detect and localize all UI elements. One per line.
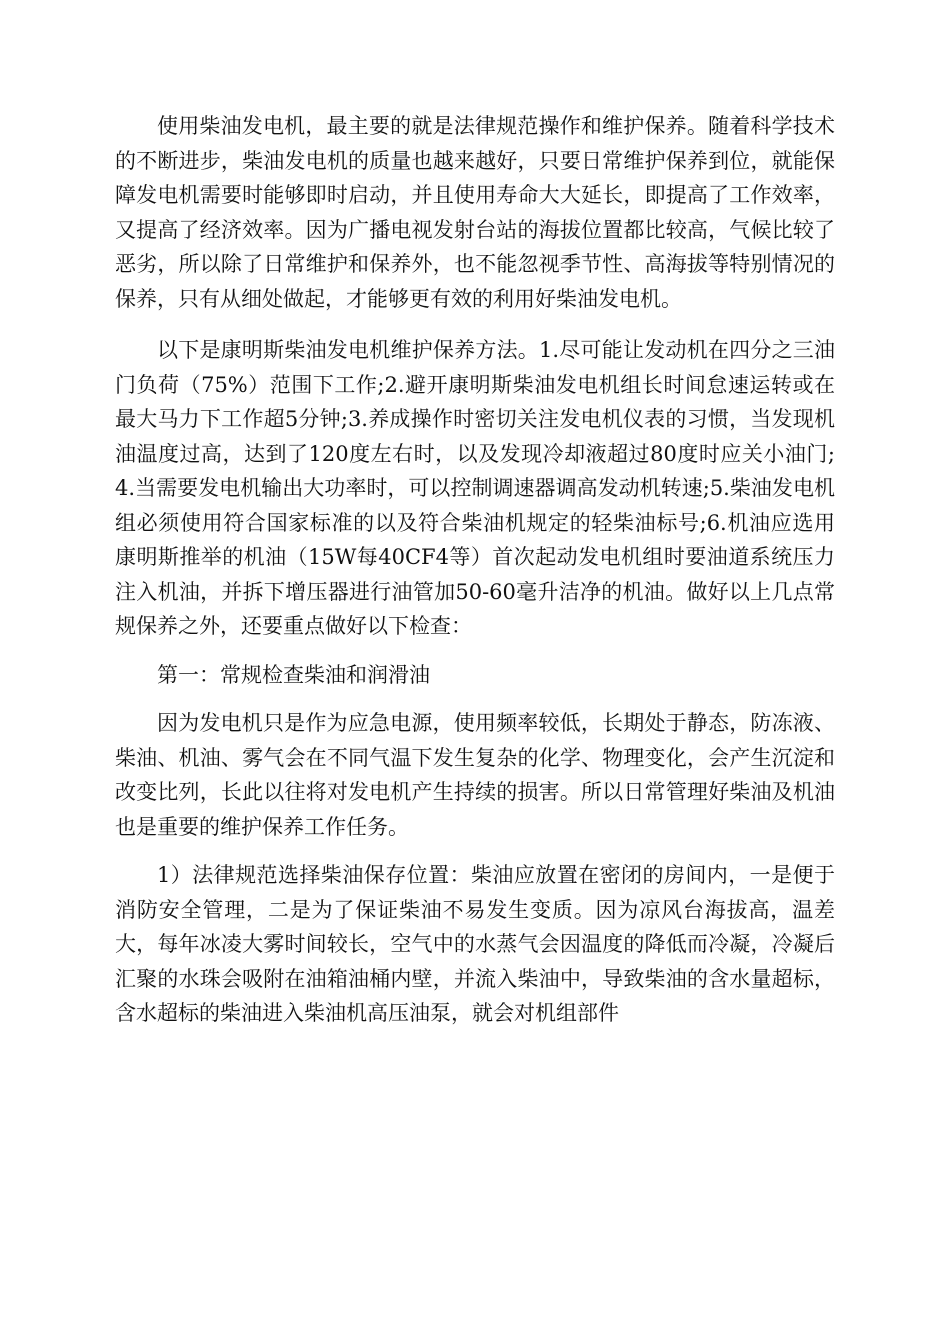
paragraph-diesel-storage: 1）法律规范选择柴油保存位置：柴油应放置在密闭的房间内，一是便于消防安全管理，二是为了保证柴油不易发生变质。因为凉风台海拔高，温差大，每年冰凌大雾时间较长，空气中的水蒸气会因温度的降低而冷凝，冷凝后汇聚的水珠会吸附在油箱油桶内壁，并流入柴油中，导致柴油的含水量超标，含水超标的柴油进入柴油机高压油泵，就会对机组部件 bbox=[115, 863, 835, 1025]
paragraph-intro: 使用柴油发电机，最主要的就是法律规范操作和维护保养。随着科学技术的不断进步，柴油发电机的质量也越来越好，只要日常维护保养到位，就能保障发电机需要时能够即时启动，并且使用寿命大大延长，即提高了工作效率，又提高了经济效率。因为广播电视发射台站的海拔位置都比较高，气候比较了恶劣，所以除了日常维护和保养外，也不能忽视季节性、高海拔等特别情况的保养，只有从细处做起，才能够更有效的利用好柴油发电机。 bbox=[115, 114, 835, 311]
section-heading-first: 第一：常规检查柴油和润滑油 bbox=[157, 662, 430, 687]
paragraph-maintenance-methods: 以下是康明斯柴油发电机维护保养方法。1.尽可能让发动机在四分之三油门负荷（75%）范围下工作;2.避开康明斯柴油发电机组长时间怠速运转或在最大马力下工作超5分钟;3.养成操作时密切关注发电机仪表的习惯，当发现机油温度过高，达到了120度左右时，以及发现冷却液超过80度时应关小油门;4.当需要发电机输出大功率时，可以控制调速器调高发动机转速;5.柴油发电机组必须使用符合国家标准的以及符合柴油机规定的轻柴油标号;6.机油应选用康明斯推举的机油（15W每40CF4等）首次起动发电机组时要油道系统压力注入机油，并拆下增压器进行油管加50-60毫升洁净的机油。做好以上几点常规保养之外，还要重点做好以下检查： bbox=[115, 338, 835, 638]
document-page bbox=[115, 109, 835, 1031]
paragraph-fuel-oil-management: 因为发电机只是作为应急电源，使用频率较低，长期处于静态，防冻液、柴油、机油、雾气会在不同气温下发生复杂的化学、物理变化，会产生沉淀和改变比列，长此以往将对发电机产生持续的损害。所以日常管理好柴油及机油也是重要的维护保养工作任务。 bbox=[115, 711, 835, 839]
